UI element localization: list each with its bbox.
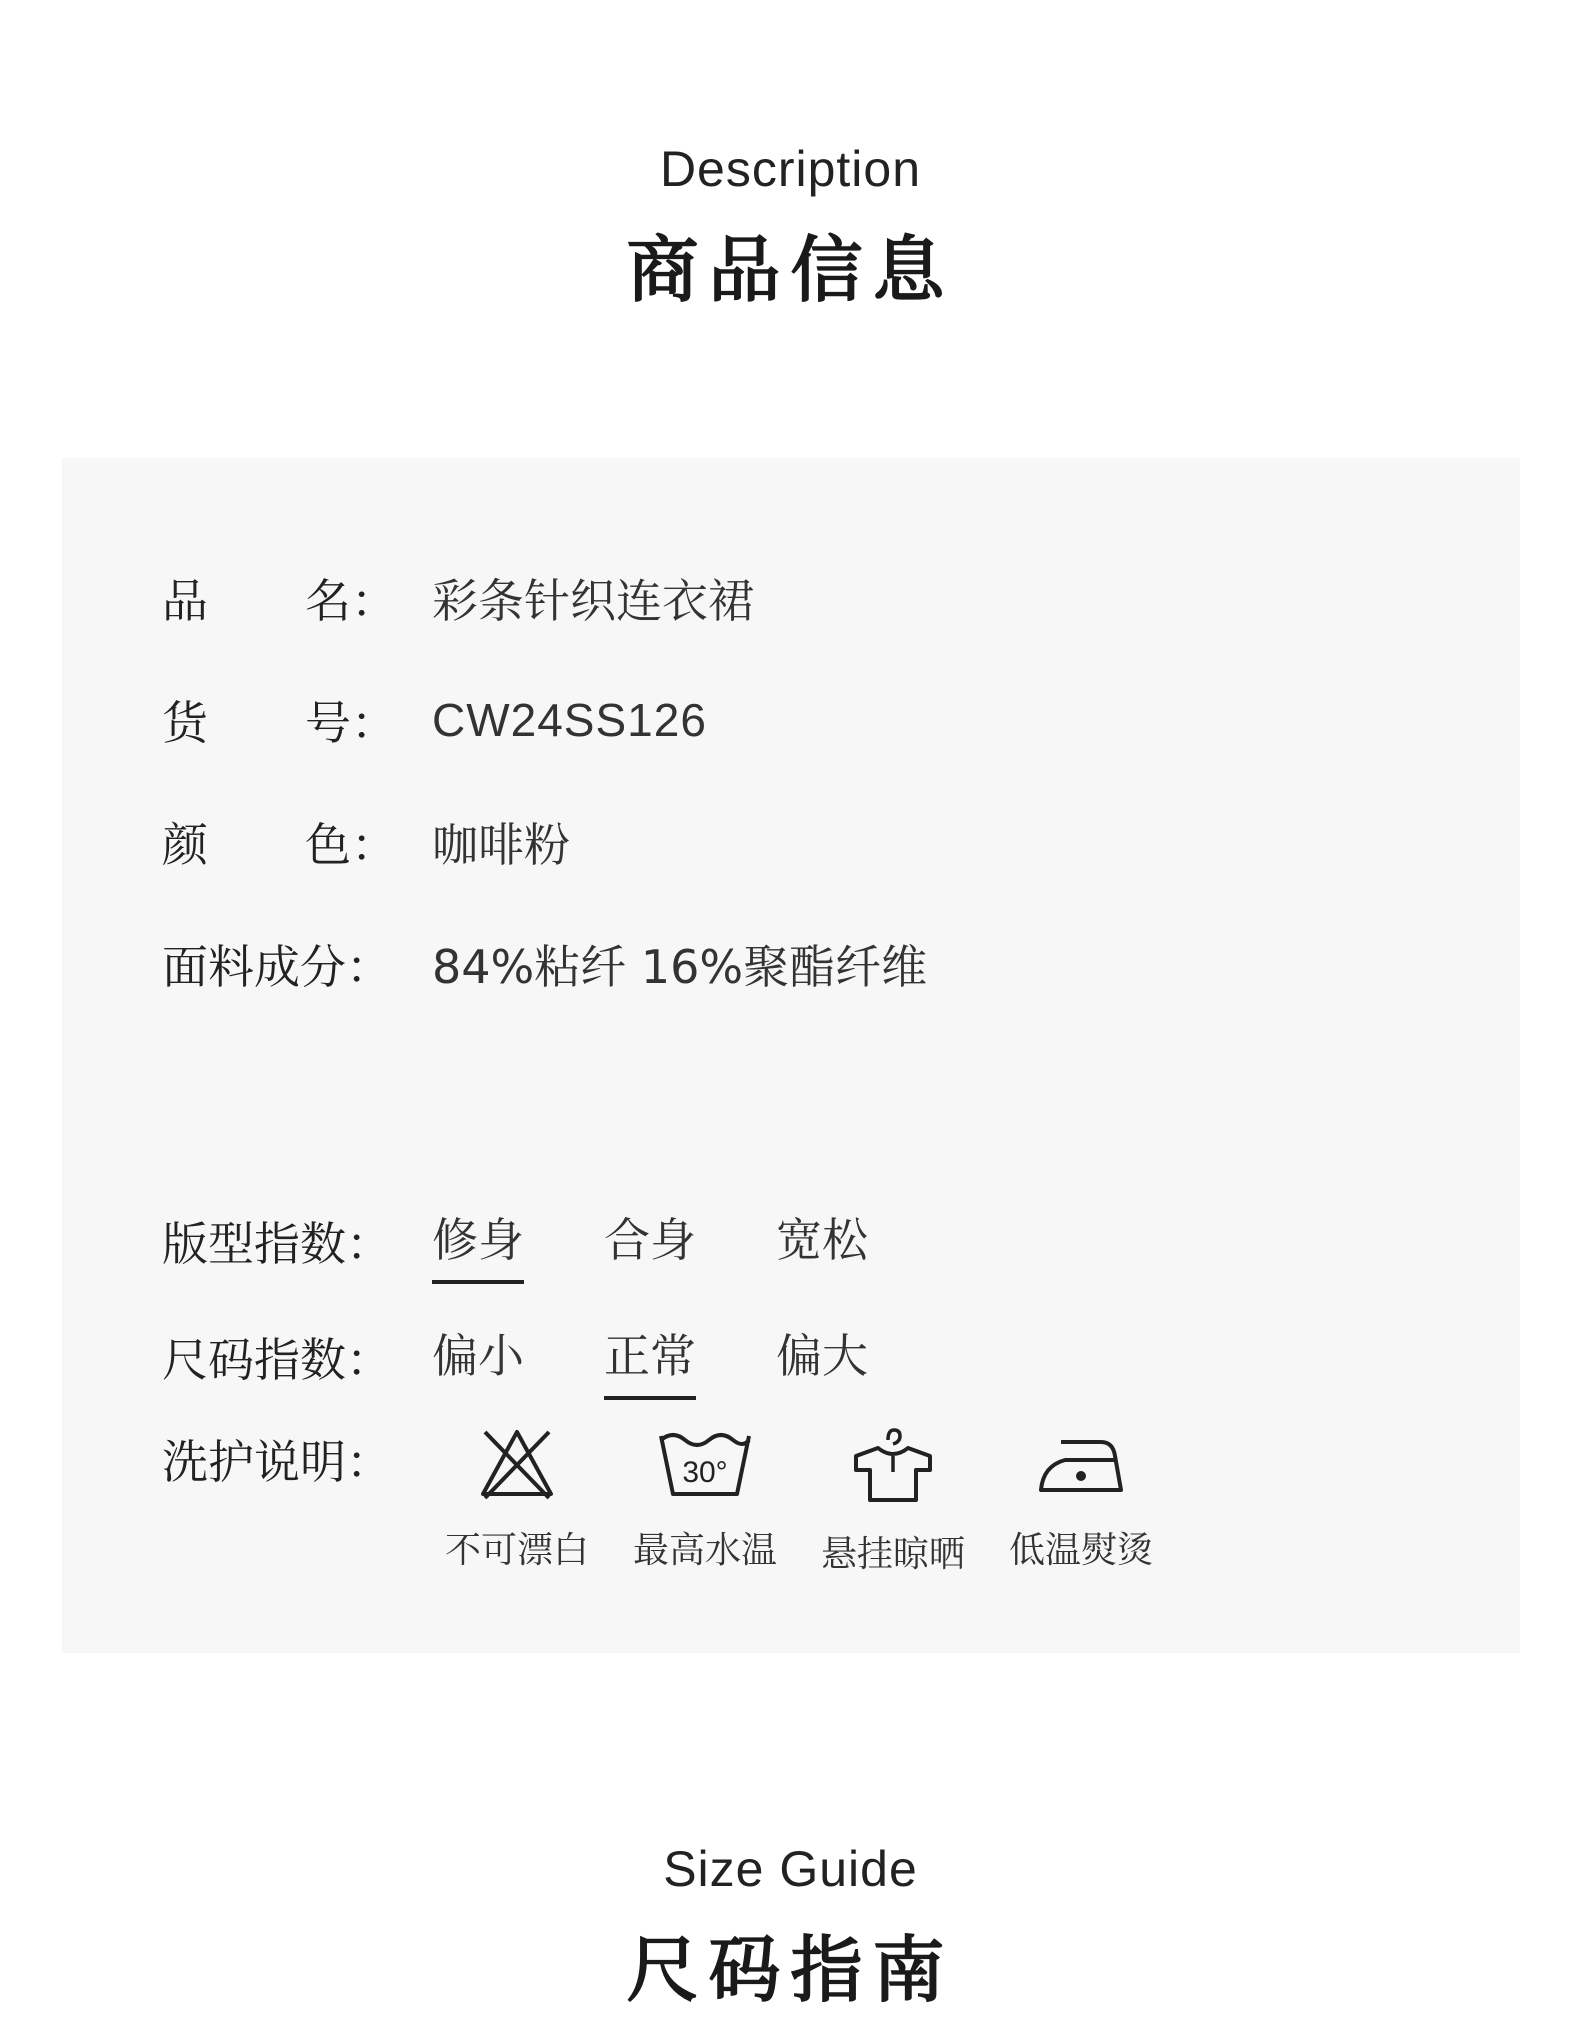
size-option-small: 偏小 (432, 1329, 524, 1383)
care-item-wash-30 (620, 1426, 790, 1573)
size-guide-title-en: Size Guide (663, 1841, 918, 1897)
fit-option-slim: 修身 (432, 1204, 524, 1284)
fit-option-loose: 宽松 (776, 1213, 868, 1267)
info-value-sku: CW24SS126 (432, 694, 707, 746)
info-value-name: 彩条针织连衣裙 (432, 574, 754, 628)
care-label: 洗护说明： (162, 1435, 392, 1489)
care-label-hang-dry: 悬挂晾晒 (820, 1534, 965, 1575)
description-header (0, 140, 1581, 316)
low-iron-icon (1035, 1426, 1127, 1502)
description-title-cn: 商品信息 (626, 228, 955, 312)
care-label-no-bleach: 不可漂白 (444, 1530, 589, 1571)
info-label-sku: 货 号： (162, 696, 397, 750)
care-item-no-bleach (432, 1426, 602, 1573)
info-value-fabric: 84%粘纤 16%聚酯纤维 (432, 940, 928, 994)
care-label-low-iron: 低温熨烫 (1008, 1530, 1153, 1571)
description-title-en: Description (659, 141, 922, 197)
info-value-color: 咖啡粉 (432, 818, 570, 872)
hang-dry-shade-icon (850, 1426, 936, 1506)
no-bleach-icon (477, 1426, 557, 1502)
size-guide-header (0, 1840, 1581, 2016)
size-index-label: 尺码指数： (162, 1333, 392, 1387)
care-label-wash-30: 最高水温 (632, 1530, 777, 1571)
info-label-color: 颜 色： (162, 818, 397, 872)
product-info-panel (62, 458, 1520, 1653)
size-guide-title-cn: 尺码指南 (626, 1928, 955, 2012)
care-item-hang-dry (808, 1426, 978, 1577)
fit-option-regular: 合身 (604, 1213, 696, 1267)
svg-text:30°: 30° (682, 1456, 728, 1489)
size-option-normal: 正常 (604, 1320, 696, 1400)
info-label-fabric: 面料成分： (162, 940, 392, 994)
wash-30-icon (655, 1426, 755, 1502)
care-item-low-iron (996, 1426, 1166, 1573)
size-option-large: 偏大 (776, 1329, 868, 1383)
info-label-name: 品 名： (162, 574, 397, 628)
fit-index-label: 版型指数： (162, 1217, 392, 1271)
